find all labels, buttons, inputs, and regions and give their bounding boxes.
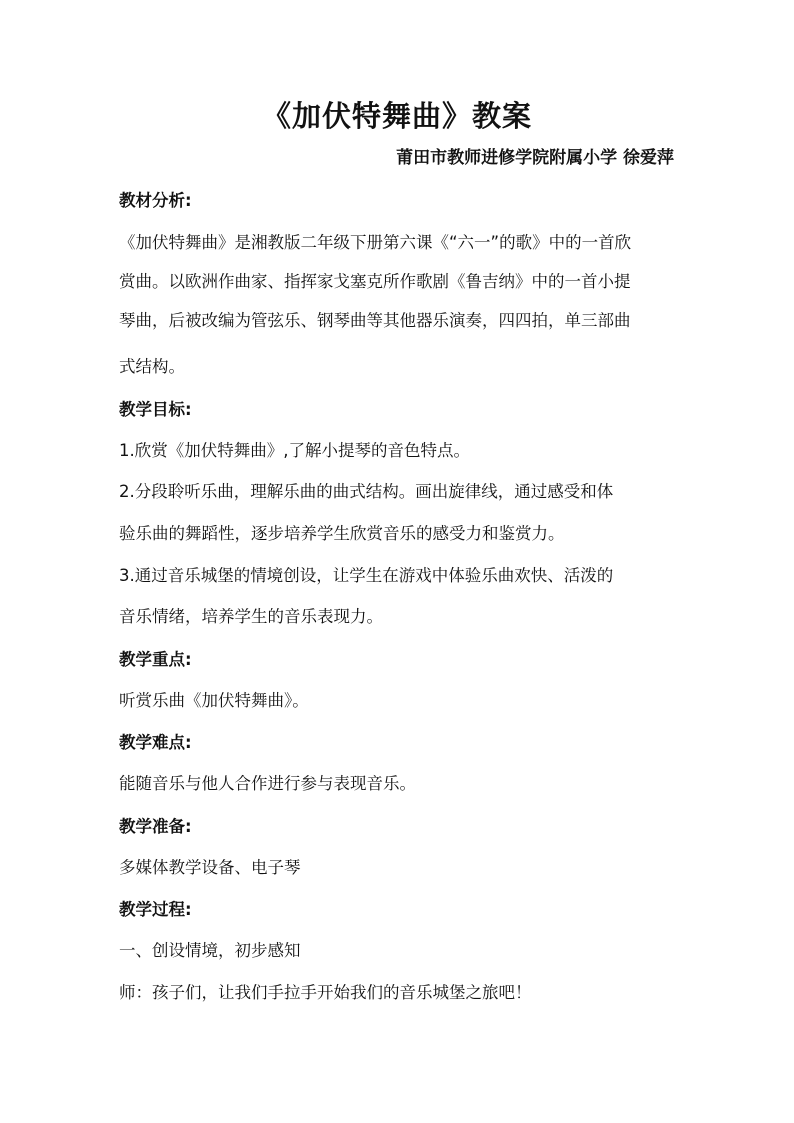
section-heading-key-points: 教学重点: — [119, 650, 192, 669]
paragraph-line: 一、创设情境，初步感知 — [119, 941, 301, 960]
paragraph-line: 听赏乐曲《加伏特舞曲》。 — [119, 691, 309, 710]
paragraph-line: 1.欣赏《加伏特舞曲》,了解小提琴的音色特点。 — [119, 441, 470, 460]
paragraph-line: 赏曲。以欧洲作曲家、指挥家戈塞克所作歌剧《鲁吉纳》中的一首小提 — [119, 272, 631, 291]
section-heading-difficulties: 教学难点: — [119, 733, 192, 752]
paragraph-line: 《加伏特舞曲》是湘教版二年级下册第六课《“六一”的歌》中的一首欣 — [119, 233, 632, 252]
paragraph-line: 能随音乐与他人合作进行参与表现音乐。 — [119, 774, 416, 793]
paragraph-line: 多媒体教学设备、电子琴 — [119, 858, 301, 877]
section-heading-process: 教学过程: — [119, 900, 192, 919]
paragraph-line: 师：孩子们，让我们手拉手开始我们的音乐城堡之旅吧！ — [119, 983, 532, 1002]
paragraph-line: 验乐曲的舞蹈性，逐步培养学生欣赏音乐的感受力和鉴赏力。 — [119, 524, 565, 543]
paragraph-line: 3.通过音乐城堡的情境创设，让学生在游戏中体验乐曲欢快、活泼的 — [119, 566, 614, 585]
section-heading-analysis: 教材分析: — [119, 191, 192, 210]
section-heading-goals: 教学目标: — [119, 400, 192, 419]
paragraph-line: 2.分段聆听乐曲，理解乐曲的曲式结构。画出旋律线，通过感受和体 — [119, 482, 614, 501]
author-line: 莆田市教师进修学院附属小学 徐爱萍 — [396, 148, 674, 168]
paragraph-line: 琴曲，后被改编为管弦乐、钢琴曲等其他器乐演奏，四四拍，单三部曲 — [119, 311, 631, 330]
paragraph-line: 式结构。 — [119, 357, 185, 376]
paragraph-line: 音乐情绪，培养学生的音乐表现力。 — [119, 607, 383, 626]
section-heading-preparation: 教学准备: — [119, 817, 192, 836]
page-title: 《加伏特舞曲》教案 — [261, 99, 532, 133]
